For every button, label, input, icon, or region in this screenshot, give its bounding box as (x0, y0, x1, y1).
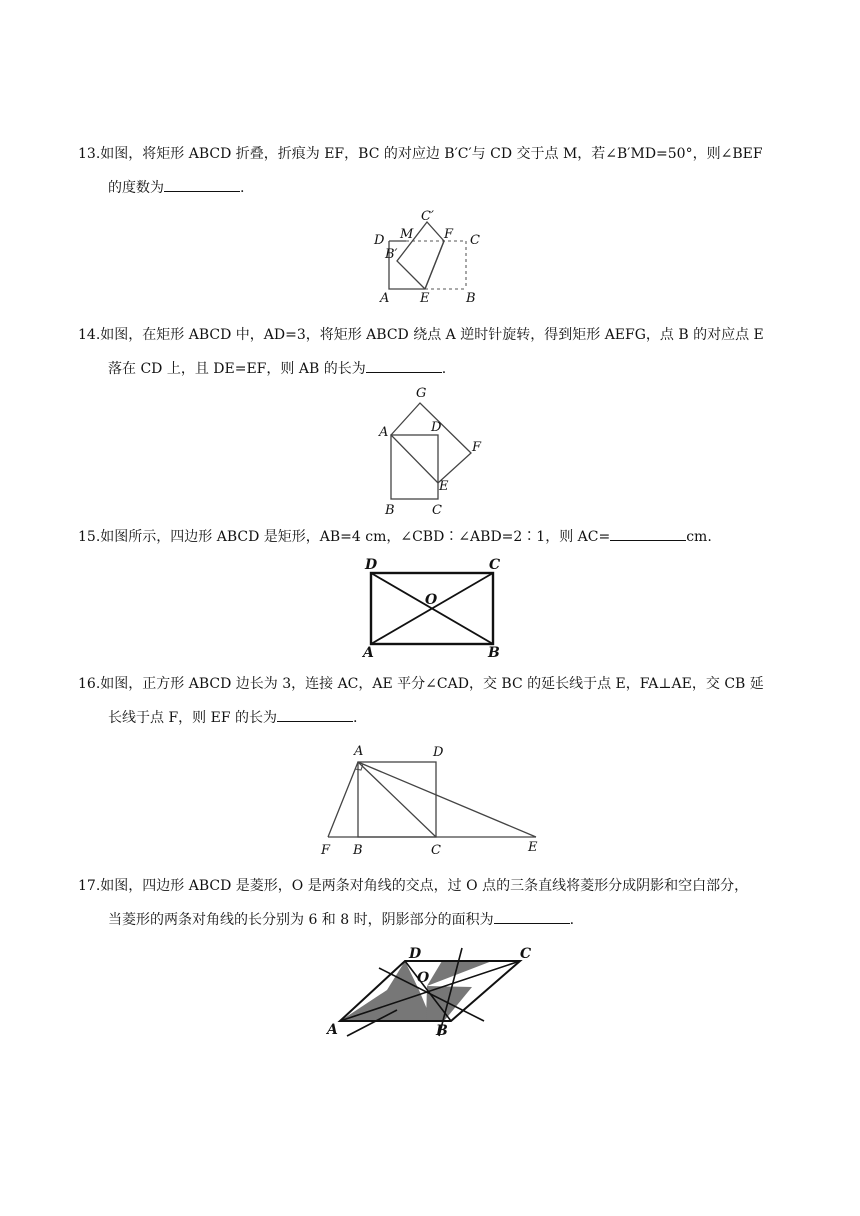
label-o: O (417, 970, 430, 986)
answer-blank[interactable] (366, 358, 442, 373)
question-15-number: 15. (78, 529, 101, 545)
label-a: A (363, 645, 374, 660)
question-16-number: 16. (78, 676, 101, 692)
label-c: C (470, 233, 480, 248)
question-14-line-1: 14.如图，在矩形 ABCD 中，AD=3，将矩形 ABCD 绕点 A 逆时针旋转，得到矩形 AEFG，点 B 的对应点 E (78, 327, 764, 343)
label-e: E (439, 479, 449, 494)
label-a: A (379, 425, 389, 440)
label-m: M (400, 227, 414, 242)
figure-14 (376, 383, 486, 519)
answer-blank[interactable] (164, 177, 240, 192)
question-13-line-1: 13.如图，将矩形 ABCD 折叠，折痕为 EF，BC 的对应边 B′C′与 CD 交于点 M，若∠B′MD=50°，则∠BEF (78, 146, 763, 162)
label-b: B (353, 843, 363, 858)
label-b: B (488, 645, 500, 660)
question-17-line-2: 当菱形的两条对角线的长分别为 6 和 8 时，阴影部分的面积为 . (78, 903, 790, 937)
label-e: E (420, 291, 430, 306)
label-b: B (466, 291, 476, 306)
figure-16 (316, 740, 546, 862)
question-17-number: 17. (78, 878, 101, 894)
label-f: F (444, 227, 454, 242)
label-b: B (385, 503, 395, 518)
answer-blank[interactable] (610, 526, 686, 541)
question-13 (78, 137, 790, 205)
question-15 (78, 520, 790, 554)
question-17-line-1: 17.如图，四边形 ABCD 是菱形，O 是两条对角线的交点，过 O 点的三条直线将菱形分成阴影和空白部分， (78, 878, 749, 894)
figure-13 (370, 208, 490, 308)
label-d: D (365, 557, 378, 573)
label-c: C (431, 843, 441, 858)
question-17 (78, 869, 790, 937)
question-13-number: 13. (78, 146, 101, 162)
question-16-line-2: 长线于点 F，则 EF 的长为 . (78, 701, 790, 735)
label-c: C (432, 503, 442, 518)
question-14 (78, 318, 790, 386)
question-16 (78, 667, 790, 735)
label-a: A (354, 744, 364, 759)
figure-15 (356, 554, 510, 660)
label-c: C (520, 946, 532, 962)
question-14-line-2: 落在 CD 上，且 DE=EF，则 AB 的长为 . (78, 352, 790, 386)
answer-blank[interactable] (494, 909, 570, 924)
label-c-prime: C′ (421, 209, 434, 224)
label-g: G (416, 386, 427, 401)
label-d: D (431, 420, 442, 435)
question-13-line-2: 的度数为 . (78, 171, 790, 205)
label-c: C (489, 557, 501, 573)
label-f: F (472, 440, 482, 455)
answer-blank[interactable] (277, 707, 353, 722)
label-b: B (436, 1023, 448, 1039)
label-b-prime: B′ (385, 247, 398, 262)
label-f: F (321, 843, 331, 858)
label-e: E (528, 840, 538, 855)
label-o: O (425, 592, 438, 608)
label-d: D (374, 233, 385, 248)
question-14-number: 14. (78, 327, 101, 343)
label-a: A (380, 291, 390, 306)
label-a: A (327, 1022, 338, 1038)
question-16-line-1: 16.如图，正方形 ABCD 边长为 3，连接 AC，AE 平分∠CAD，交 BC 的延长线于点 E，FA⊥AE，交 CB 延 (78, 676, 764, 692)
figure-17 (322, 940, 540, 1044)
label-d: D (409, 946, 422, 962)
label-d: D (433, 745, 444, 760)
question-15-line-1: 15.如图所示，四边形 ABCD 是矩形，AB=4 cm，∠CBD∶∠ABD=2∶1，则 AC= cm. (78, 520, 790, 554)
